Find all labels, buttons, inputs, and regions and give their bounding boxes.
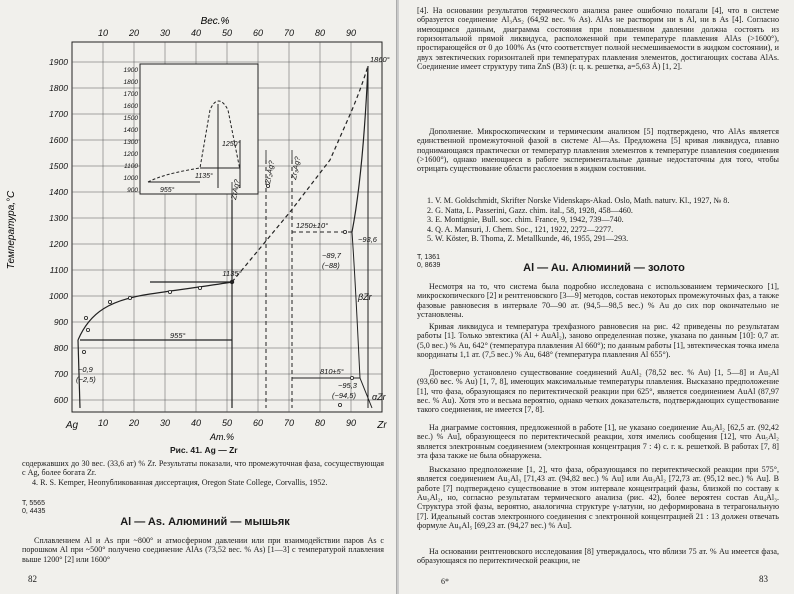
page-number-left: 82	[28, 574, 37, 584]
right-paragraph-1: [4]. На основании результатов термического анализа ранее ошибочно полагали [4], что в системе образуется соединение Al₃As₂ (64,92 вес. % As). AlAs не растворим ни в Al, ни в As [4]. Согласно имеющимся данным, диаграмма состояния при повышенном давлении должна состоять из горизонтальной прямой ликвидуса, расположенной при температуре плавления AlAs (>1600°), простирающейся от 0 до 100% As (что соответствует полной несмешиваемости в жидком состоянии), и двух эвтектических горизонталей при температурах плавления элементов, достигающих состава AlAs. Соединение имеет структуру типа ZnS (В3) (г. ц. к. решетка, a=5,63 Å) [1, 2].	[417, 6, 779, 72]
left-paragraph-2: Сплавлением Al и As при ~800° и атмосферном давлении или при взаимодействии паров As с порошком Al при ~500° получено соединение AlAs (73,52 вес. % As) [1—3] с температурой плавления выше 1200° [2] или 1600°	[22, 536, 384, 564]
top-axis-label: Вес.%	[200, 16, 230, 27]
top-tick: 40	[190, 28, 202, 38]
y-tick: 600	[53, 395, 68, 405]
bottom-tick: 10	[97, 418, 109, 428]
inset-label-1135: 1135°	[195, 173, 213, 180]
reference-item: 1. V. M. Goldschmidt, Skrifter Norske Videnskaps-Akad. Oslo, Math. naturv. Kl., 1927, № 8.	[427, 196, 730, 205]
bottom-tick: 40	[190, 418, 202, 428]
signature-mark: 6*	[441, 577, 449, 586]
label-alpha-zr: αZr	[372, 392, 386, 402]
top-tick: 70	[283, 28, 295, 38]
top-tick: 10	[97, 28, 109, 38]
label-94-5: (~94,5)	[332, 391, 356, 400]
bottom-tick: 70	[283, 418, 295, 428]
bottom-axis-ticks	[65, 418, 387, 431]
right-paragraph-2: Дополнение. Микроскопическим и термическим анализом [5] подтверждено, что AlAs является единственной промежуточной фазой в системе Al—As. Предложена [5] кривая ликвидуса, плавно поднимающаяся практически от температур плавления элементов к температуре плавления соединения (>1600°), однако имеющиеся в работе экспериментальные данные недостаточны для того, чтобы отрицать существование области расслоения в жидком состоянии.	[417, 127, 779, 174]
bottom-tick: 30	[159, 418, 171, 428]
udc-code-1: Т, 5565	[22, 500, 45, 507]
label-0-9: ~0,9	[78, 365, 93, 374]
reference-item: 5. W. Köster, B. Thoma, Z. Metallkunde, 46, 1955, 291—293.	[427, 234, 629, 244]
udc-code-1: Т, 1361	[417, 254, 440, 261]
label-93-6: ~93,6	[358, 235, 377, 244]
right-paragraph-7: Высказано предположение [1, 2], что фаза, образующаяся по перитектической реакции при 575°, является соединением Au₂Al₃ [71,43 ат. (94,82 вес.) % Au] или Au₃Al₂ [72,73 ат. (95,12 вес.) % Au]. В работе [7] подтверждено существование в этом интервале концентраций фазы, близкой по составу к Au₃Al₂, но, согласно результатам термического анализа (рис. 42), более вероятен состав Au₄Al₃. Структура этой фазы, вероятно, аналогична структуре γ-латуни, но деформирована в тетрагональную [7]. Идеальный состав электронного соединения с электронной концентрацией 21 : 13 должен отвечать формуле Au₈Al₅ [69,23 ат. (94,27 вес.) % Au].	[417, 465, 779, 531]
label-1135: 1135°	[222, 269, 242, 278]
bottom-tick: 60	[252, 418, 264, 428]
udc-code-2: 0, 4435	[22, 508, 46, 515]
y-tick: 1800	[49, 83, 68, 93]
y-tick: 1500	[49, 161, 68, 171]
inset-y-tick: 1300	[123, 139, 138, 146]
phase-diagram-ag-zr	[0, 0, 397, 470]
label-95-3: ~95,3	[338, 381, 357, 390]
udc-code-2: 0, 8639	[417, 262, 441, 269]
y-tick: 1200	[49, 239, 68, 249]
y-tick: 1700	[49, 109, 68, 119]
section-title-al-au: Al — Au. Алюминий — золото	[523, 262, 685, 274]
inset-y-tick: 1600	[123, 103, 138, 110]
y-axis-label: Температура,°С	[6, 190, 17, 270]
inset-y-tick: 1700	[123, 91, 138, 98]
bottom-tick: 90	[345, 418, 357, 428]
element-zr: Zr	[377, 420, 387, 431]
y-tick: 1100	[49, 265, 68, 275]
left-paragraph-1: содержавших до 30 вес. (33,6 ат) % Zr. Результаты показали, что промежуточная фаза, сосуществующая с Ag, более богата Zr.	[22, 459, 384, 478]
y-tick: 700	[53, 369, 68, 379]
top-tick: 20	[128, 28, 140, 38]
top-axis-ticks	[98, 28, 356, 38]
top-tick: 60	[252, 28, 264, 38]
reference-item: 4. Q. A. Mansuri, J. Chem. Soc., 121, 1922, 2272—2277.	[427, 224, 614, 234]
label-zr2ag: Zr₂Ag?	[263, 159, 277, 185]
inset-y-tick: 1100	[124, 163, 138, 170]
inset-y-tick: 1900	[123, 67, 138, 74]
label-zrag: ZrAg?	[229, 178, 242, 201]
inset-label-955: 955°	[160, 187, 175, 194]
reference-item: 3. E. Montignie, Bull. soc. chim. France, 9, 1942, 739—740.	[427, 215, 624, 225]
reference-item: 2. G. Natta, L. Passerini, Gazz. chim. ital., 58, 1928, 458—460.	[427, 205, 633, 215]
label-zr3ag: Zr₃Ag?	[289, 155, 303, 181]
data-points	[82, 184, 353, 406]
bottom-tick: 20	[128, 418, 140, 428]
right-paragraph-5: Достоверно установлено существование соединений AuAl₂ (78,52 вес. % Au) [1, 5—8] и Au₂Al (93,60 вес. % Au) [1, 7, 8], имеющих максимальные температуры плавления. Высказано предположение [1], что фаза, образующаяся по перитектической реакции при 625°, является соединением AuAl (87,97 вес. % Au). Хотя это и весьма вероятно, однако четких доказательств, подтверждающих существование такого соединения, не имеется [7, 8].	[417, 368, 779, 415]
right-paragraph-3: Несмотря на то, что система была подробно исследована с использованием термического [1], микроскопического [2] и рентгеновского [3—9] методов, состав некоторых промежуточных фаз, а также фазовые равновесия в интервале 70—90 ат. (94,5—98,5 вес.) % Au до сих пор окончательно не установлены.	[417, 282, 779, 320]
left-reference-4: 4. R. S. Kemper, Неопубликованная диссертация, Oregon State College, Corvallis, 1952.	[32, 478, 328, 487]
top-tick: 50	[221, 28, 233, 38]
figure-caption: Рис. 41. Ag — Zr	[170, 445, 238, 455]
bottom-tick: 50	[221, 418, 233, 428]
label-88: (~88)	[322, 261, 340, 270]
right-paragraph-4: Кривая ликвидуса и температура трехфазного равновесия на рис. 42 приведены по результатам работы [1]. Только эвтектика (Al + AuAl₂), заново определенная позже, указана по данным [10]: 0,7 ат. (5,0 вес.) % Au, 642° (температура плавления Al 660°); по данным работы [1], эвтектическая точка имела координаты 1,1 ат. (7,5 вес.) % Au, 648° (температура плавления Al 655°).	[417, 322, 779, 360]
y-tick: 800	[53, 343, 68, 353]
y-tick: 1400	[49, 187, 68, 197]
bottom-tick: 80	[314, 418, 326, 428]
liquidus-curve	[78, 282, 232, 340]
y-tick: 1900	[49, 57, 68, 67]
label-810: 810±5°	[320, 367, 344, 376]
inset-y-tick: 1400	[123, 127, 138, 134]
bottom-axis-label: Ат.%	[210, 432, 234, 442]
section-title-al-as: Al — As. Алюминий — мышьяк	[120, 516, 290, 528]
label-1860: 1860°	[370, 55, 390, 64]
label-2-5: (~2,5)	[76, 375, 96, 384]
right-paragraph-8: На основании рентгеновского исследования [8] утверждалось, что вблизи 75 ат. % Au имеется фаза, образующаяся по перитектической реакции, не	[417, 547, 779, 566]
inset-y-tick: 1500	[123, 115, 138, 122]
label-89-7: ~89,7	[322, 251, 341, 260]
inset-y-tick: 1000	[123, 175, 138, 182]
inset-y-tick: 1800	[123, 79, 138, 86]
y-tick: 900	[53, 317, 68, 327]
top-tick: 90	[345, 28, 357, 38]
right-page	[399, 0, 794, 594]
element-ag: Ag	[65, 420, 79, 431]
label-1250: 1250±10°	[296, 221, 329, 230]
top-tick: 80	[314, 28, 326, 38]
y-tick: 1300	[49, 213, 68, 223]
right-paragraph-6: На диаграмме состояния, предложенной в работе [1], не указано соединение Au₅Al₂ [62,5 ат. (92,42 вес.) % Au], образующееся по перитектической реакции, хотя имелись сообщения [12], что Au₅Al₂ является электронным соединением (электронная концентрация 7 : 4) с. г. к. решеткой. В работах [7, 8] эта фаза также не была обнаружена.	[417, 423, 779, 461]
reference-list	[427, 196, 779, 244]
inset-y-tick: 1200	[123, 151, 138, 158]
y-tick: 1600	[49, 135, 68, 145]
page-number-right: 83	[759, 574, 768, 584]
y-axis-ticks	[49, 57, 68, 405]
inset-y-tick: 900	[127, 187, 138, 194]
label-beta-zr: βZr	[358, 292, 372, 302]
label-955: 955°	[170, 331, 186, 340]
inset-label-1250: 1250°	[222, 141, 241, 148]
y-tick: 1000	[49, 291, 68, 301]
top-tick: 30	[159, 28, 171, 38]
